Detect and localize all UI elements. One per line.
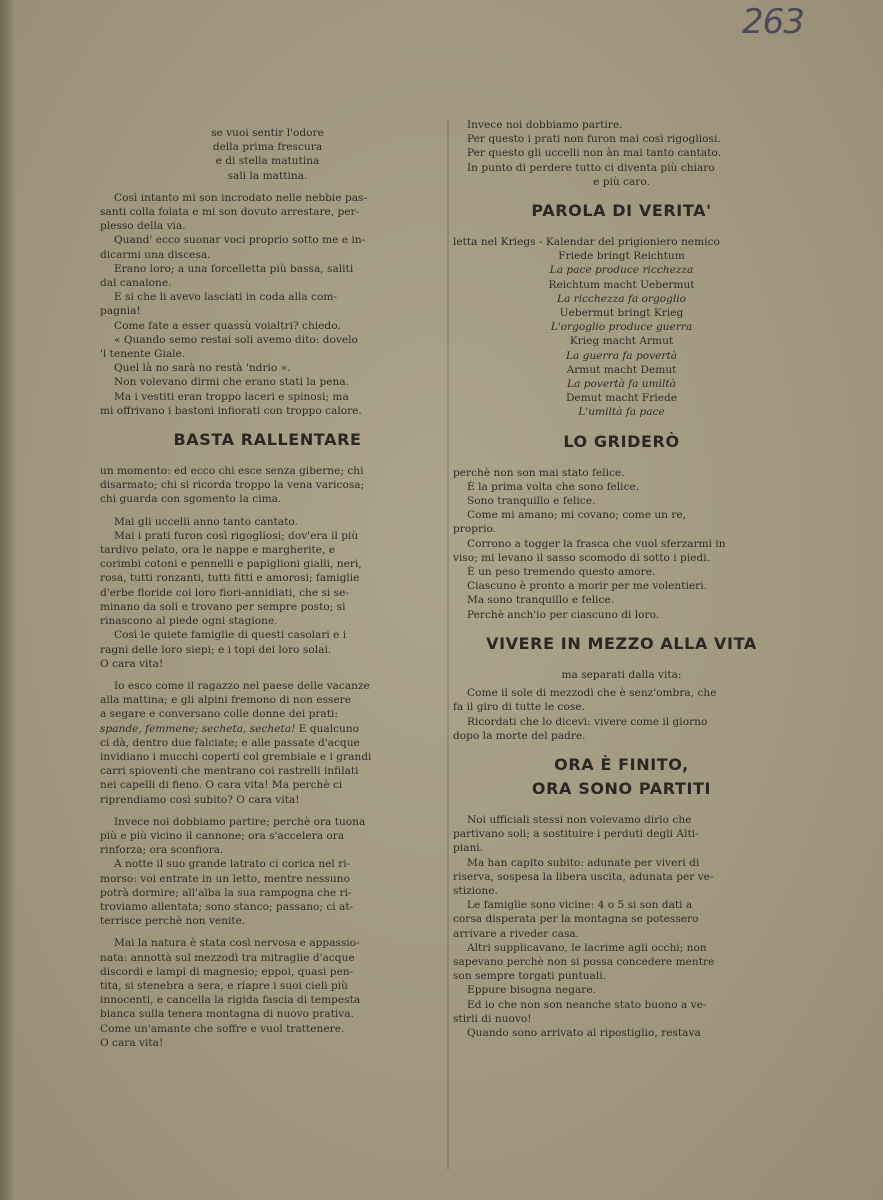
text-line: E si che li avevo lasciati in coda alla com- xyxy=(114,291,337,304)
text-line: pagnia! xyxy=(100,305,141,318)
proverb-line: Demut macht Friede xyxy=(565,392,678,405)
text-line: dopo la morte del padre. xyxy=(453,729,586,742)
text-line: Per questo gli uccelli non àn mai tanto cantato. xyxy=(467,147,721,160)
text-line: Per questo i prati non furon mai così rigogliosi. xyxy=(467,133,721,146)
text-line: sapevano perchè non si possa concedere mentre xyxy=(453,955,715,968)
poem-line: e di stella matutina xyxy=(215,155,320,168)
text-line: Noi ufficiali stessi non volevamo dirlo che xyxy=(467,813,692,826)
heading-ora-e-finito: ORA È FINITO, xyxy=(554,754,689,774)
text-line: stizione. xyxy=(453,884,498,897)
text-line: Così le quiete famiglie di questi casolari e i xyxy=(114,629,347,642)
text-line: Come fate a esser quassù voialtri? chiedo. xyxy=(114,319,341,332)
text-line: potrà dormire; all'alba la sua rampogna che ri- xyxy=(100,886,352,899)
text-line: Erano loro; a una forcelletta più bassa, saliti xyxy=(114,262,354,275)
proverb-line: La ricchezza fa orgoglio xyxy=(556,292,687,305)
heading-vivere-in-mezzo-alla-vita: VIVERE IN MEZZO ALLA VITA xyxy=(486,633,757,653)
right-column xyxy=(453,118,790,1040)
text-line: Mai i prati furon così rigogliosi; dov'era il più xyxy=(114,529,359,542)
text-line: rinascono al piede ogni stagione. xyxy=(100,615,278,628)
text-line: Ed io che non son neanche stato buono a ve- xyxy=(467,998,707,1011)
text-line: Ma sono tranquillo e felice. xyxy=(467,594,615,607)
heading-lo-gridero: LO GRIDERÒ xyxy=(563,431,680,451)
text-line: rosa, tutti ronzanti, tutti fitti e amorosi; famiglie xyxy=(100,572,360,585)
text-line: In punto di perdere tutto ci diventa più chiaro xyxy=(467,161,715,174)
text-line: letta nel Kriegs - Kalendar del prigioniero nemico xyxy=(453,236,720,249)
text-line: O cara vita! xyxy=(100,657,164,670)
text-line: Ma i vestiti eran troppo laceri e spinosi; ma xyxy=(114,390,349,403)
text-line: alla mattina; e gli alpini fremono di non essere xyxy=(100,694,352,707)
text-line: Come un'amante che soffre e vuol trattenere. xyxy=(100,1022,345,1035)
text-span: E qualcuno xyxy=(295,722,360,735)
text-line: O cara vita! xyxy=(100,1036,164,1049)
text-line: nata: annottà sul mezzodì tra mitraglie d'acque xyxy=(100,951,355,964)
text-line: Corrono a togger la frasca che vuol sferzarmi in xyxy=(467,537,726,550)
poem-line: sali la mattina. xyxy=(227,169,308,182)
dialect-phrase: spande, femmene; secheta, secheta! xyxy=(100,722,296,735)
heading-parola-di-verita: PAROLA DI VERITA' xyxy=(531,201,712,221)
text-line: santi colla folata e mi son dovuto arrestare, per- xyxy=(100,206,360,219)
text-line: Mai gli uccelli anno tanto cantato. xyxy=(114,515,298,528)
text-line: « Quando semo restai soli avemo dito: dovelo xyxy=(114,333,358,346)
page-edge-shadow xyxy=(0,0,16,1200)
text-line: ma separati dalla vita: xyxy=(561,668,682,681)
proverb-list xyxy=(453,249,790,419)
text-line: plesso della via. xyxy=(100,220,186,233)
text-line: troviamo allentata; sono stanco; passano; ci at- xyxy=(100,900,354,913)
text-line: A notte il suo grande latrato ci corica nel ri- xyxy=(114,858,351,871)
text-line: ragni delle loro siepi; e i topi dei loro solai. xyxy=(100,643,332,656)
proverb-line: La guerra fa povertà xyxy=(565,349,678,362)
text-line: Come il sole di mezzodì che è senz'ombra, che xyxy=(467,687,717,700)
text-line: Quand' ecco suonar voci proprio sotto me e in- xyxy=(114,234,366,247)
text-line: Ciascuno è pronto a morir per me volentieri. xyxy=(467,580,707,593)
text-line: riprendiamo così subito? O cara vita! xyxy=(100,793,300,806)
page-number: 263 xyxy=(742,2,804,42)
text-line: Quel là no sarà no restà 'ndrio ». xyxy=(114,362,291,375)
text-line: d'erbe floride coi loro fiori-annidiati, che si se- xyxy=(100,586,349,599)
text-line: 'l tenente Giale. xyxy=(100,348,186,361)
left-column xyxy=(100,118,435,1050)
text-line: invidiano i mucchi coperti col grembiale e i grandi xyxy=(100,750,372,763)
text-line: Sono tranquillo e felice. xyxy=(467,495,596,508)
proverb-line: Reichtum macht Uebermut xyxy=(548,278,695,291)
text-line: Non volevano dirmi che erano stati la pena. xyxy=(114,376,350,389)
text-line: tita, si stenebra a sera, e riapre i suoi cieli più xyxy=(100,979,348,992)
text-line: Quando sono arrivato al ripostiglio, restava xyxy=(467,1026,701,1039)
proverb-line: Krieg macht Armut xyxy=(569,335,674,348)
text-line: Perchè anch'io per ciascuno di loro. xyxy=(467,608,660,621)
text-line: Ma han capito subito: adunate per viveri di xyxy=(467,856,700,869)
text-line: corsa disperata per la montagna se potessero xyxy=(453,913,699,926)
text-line xyxy=(100,722,435,736)
text-line: arrivare a riveder casa. xyxy=(453,927,580,940)
text-line: È la prima volta che sono felice. xyxy=(467,480,640,493)
text-line: Come mi amano; mi covano; come un re, xyxy=(467,509,687,522)
text-line: ci dà, dentro due falciate; e alle passate d'acque xyxy=(100,736,360,749)
proverb-line: Armut macht Demut xyxy=(566,363,677,376)
text-line: corimbi cotoni e pennelli e papiglioni gialli, neri, xyxy=(100,558,362,571)
text-line: fa il giro di tutte le cose. xyxy=(453,701,585,714)
text-line: chi guarda con sgomento la cima. xyxy=(100,493,282,506)
text-line: proprio. xyxy=(453,523,497,536)
text-line: È un peso tremendo questo amore. xyxy=(467,566,656,579)
text-line: Io esco come il ragazzo nel paese delle vacanze xyxy=(114,679,370,692)
text-line: piani. xyxy=(453,842,484,855)
proverb-line: La pace produce ricchezza xyxy=(549,264,694,277)
proverb-line: Friede bringt Reichtum xyxy=(558,250,685,263)
poem-line: della prima frescura xyxy=(212,141,323,154)
text-line: Le famiglie sono vicine: 4 o 5 si son dati a xyxy=(467,899,693,912)
heading-basta-rallentare: BASTA RALLENTARE xyxy=(173,430,362,450)
proverb-line: La povertà fa umiltà xyxy=(567,378,676,391)
text-line: terrisce perchè non venite. xyxy=(100,915,246,928)
text-line: Invece noi dobbiamo partire. xyxy=(467,119,623,131)
text-line: Altri supplicavano, le lacrime agli occhi; non xyxy=(467,941,707,954)
poem xyxy=(100,126,435,183)
text-line: perchè non son mai stato felice. xyxy=(453,466,625,479)
text-line: più e più vicino il cannone; ora s'accelera ora xyxy=(100,829,345,842)
text-line: e più caro. xyxy=(593,175,650,188)
text-line: dal canalone. xyxy=(100,277,172,290)
text-line: discordi e lampi di magnesio; eppoi, quasi pen- xyxy=(100,965,354,978)
text-line: tardivo pelato, ora le nappe e margherite, e xyxy=(100,544,336,557)
text-line: Mai la natura è stata così nervosa e appassio- xyxy=(114,937,360,950)
text-line: mi offrivano i bastoni infiorati con troppo calore. xyxy=(100,404,362,417)
text-line: Ricordati che lo dicevi: vivere come il giorno xyxy=(467,715,708,728)
text-line: a segare e conversano colle donne dei prati: xyxy=(100,708,338,721)
text-line: riserva, sospesa la libera uscita, adunata per ve- xyxy=(453,870,714,883)
text-line: viso; mi levano il sasso scomodo di sotto i piedi. xyxy=(453,551,711,564)
poem-line: se vuoi sentir l'odore xyxy=(211,127,324,139)
text-line: dicarmi una discesa. xyxy=(100,248,211,261)
heading-ora-sono-partiti: ORA SONO PARTITI xyxy=(531,778,712,798)
text-line: Invece noi dobbiamo partire; perchè ora tuona xyxy=(114,815,366,828)
text-line: bianca sulla tenera montagna di nuovo prativa. xyxy=(100,1008,354,1021)
text-line: Così intanto mi son incrodato nelle nebbie pas- xyxy=(114,191,368,204)
proverb-line: L'umiltà fa pace xyxy=(578,406,665,419)
text-line: partivano soli; a sostituire i perduti degli Alti- xyxy=(453,828,699,841)
text-line: disarmato; chi si ricorda troppo la vena varicosa; xyxy=(100,479,365,492)
text-line: carri spioventi che mentrano coi rastrelli infilati xyxy=(100,765,359,778)
text-line: stirli di nuovo! xyxy=(453,1012,532,1025)
text-line: minano da soli e trovano per sempre posto; si xyxy=(100,600,346,613)
proverb-line: L'orgoglio produce guerra xyxy=(550,321,693,334)
text-line: nei capelli di fieno. O cara vita! Ma perchè ci xyxy=(100,779,343,792)
text-line: Eppure bisogna negare. xyxy=(467,984,596,997)
proverb-line: Uebermut bringt Krieg xyxy=(559,307,684,320)
text-line: son sempre torgati puntuali. xyxy=(453,970,607,983)
text-line: rinforza; ora sconfiora. xyxy=(100,844,224,857)
text-line: morso: voi entrate in un letto, mentre nessuno xyxy=(100,872,350,885)
text-line: un momento: ed ecco chi esce senza giberne; chi xyxy=(100,465,364,478)
text-line: innocenti, e cancella la rigida fascia di tempesta xyxy=(100,994,361,1007)
column-fold xyxy=(447,120,449,1170)
